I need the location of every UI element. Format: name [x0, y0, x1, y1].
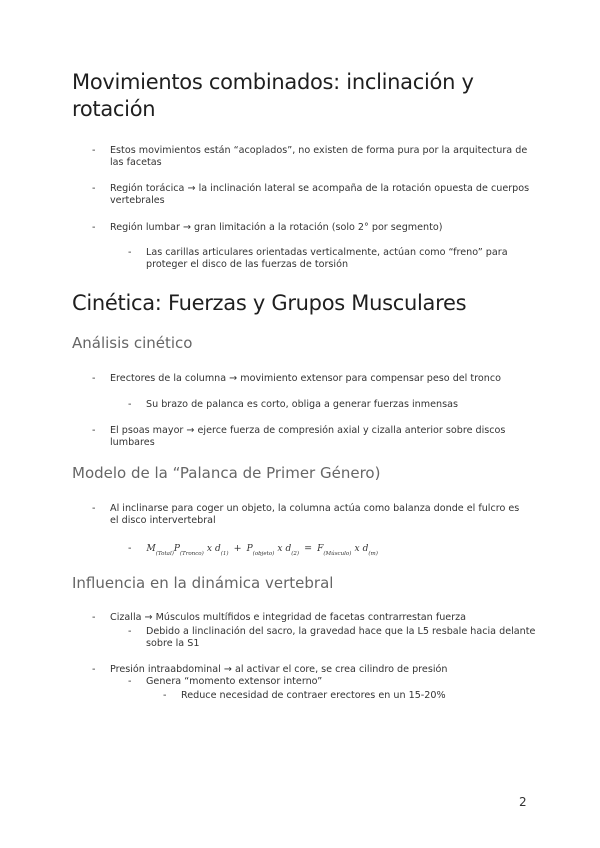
bullet-dash: -: [128, 247, 132, 258]
section-title-combined-movements: Movimientos combinados: inclinación y rotación: [72, 70, 474, 121]
list-item: [92, 612, 530, 624]
equation-symbol: x: [206, 544, 212, 554]
section-title-kinetics: Cinética: Fuerzas y Grupos Musculares: [72, 291, 467, 315]
list-item-text: El psoas mayor → ejerce fuerza de compresión axial y cizalla anterior sobre discos lumbares: [110, 425, 506, 449]
sub-list-item: [128, 247, 536, 272]
equation-symbol: d: [214, 544, 221, 554]
bullet-dash: -: [92, 503, 96, 514]
equation-symbol: F: [317, 544, 324, 554]
equation-symbol: M: [146, 544, 156, 554]
subheading-kinetic-analysis: Análisis cinético: [72, 334, 193, 352]
page-number: 2: [519, 795, 527, 809]
equation-subscript: (1): [220, 551, 229, 557]
equation-operator: =: [304, 543, 313, 554]
bullet-dash: -: [92, 183, 96, 194]
equation-subscript: (objeto): [252, 551, 275, 557]
list-item-text: Las carillas articulares orientadas verticalmente, actúan como “freno” para proteger el disco de las fuerzas de torsión: [146, 247, 508, 271]
equation-subscript: (2): [291, 551, 300, 557]
equation-subscript: (Tronco): [179, 551, 204, 557]
sub-list-item: [128, 626, 536, 651]
list-item-text: Debido a linclinación del sacro, la gravedad hace que la L5 resbale hacia delante sobre la S1: [146, 626, 536, 650]
bullet-dash: -: [92, 373, 96, 384]
bullet-dash: -: [92, 222, 96, 233]
list-item-text: Su brazo de palanca es corto, obliga a generar fuerzas inmensas: [146, 399, 458, 410]
equation-operator: +: [233, 543, 242, 554]
bullet-dash: -: [92, 425, 96, 436]
bullet-dash: -: [128, 626, 132, 637]
list-item: [92, 222, 530, 234]
list-item-text: Estos movimientos están “acoplados”, no existen de forma pura por la arquitectura de las facetas: [110, 145, 528, 169]
equation-symbol: x: [277, 544, 283, 554]
list-item-text: Reduce necesidad de contraer erectores en un 15-20%: [181, 690, 446, 701]
equation-subscript: (m): [368, 551, 378, 557]
equation-symbol: d: [362, 544, 369, 554]
equation-symbol: P: [173, 544, 180, 554]
sub-sub-list-item: [163, 690, 531, 702]
bullet-dash: -: [92, 612, 96, 623]
list-item: [92, 183, 530, 208]
bullet-dash: -: [128, 676, 132, 687]
list-item-text: Región torácica → la inclinación lateral se acompaña de la rotación opuesta de cuerpos vertebrales: [110, 183, 530, 207]
lever-equation: [128, 542, 378, 557]
equation-symbol: P: [246, 544, 253, 554]
subheading-vertebral-dynamics: Influencia en la dinámica vertebral: [72, 574, 334, 592]
equation-symbol: d: [285, 544, 292, 554]
list-item-text: Genera “momento extensor interno”: [146, 676, 323, 687]
subheading-lever-model: Modelo de la “Palanca de Primer Género): [72, 464, 381, 482]
list-item: [92, 425, 530, 450]
list-item: [92, 664, 530, 676]
equation-symbol: x: [354, 544, 360, 554]
list-item-text: Cizalla → Músculos multífidos e integridad de facetas contrarrestan fuerza: [110, 612, 467, 623]
bullet-dash: -: [128, 543, 132, 554]
list-item-text: Erectores de la columna → movimiento extensor para compensar peso del tronco: [110, 373, 501, 384]
list-item: [92, 145, 530, 170]
equation-subscript: (Total): [155, 551, 174, 557]
bullet-dash: -: [92, 145, 96, 156]
bullet-dash: -: [92, 664, 96, 675]
bullet-dash: -: [163, 690, 167, 701]
list-item-text: Presión intraabdominal → al activar el core, se crea cilindro de presión: [110, 664, 448, 675]
sub-list-item: [128, 676, 536, 688]
list-item: [92, 373, 530, 385]
list-item-text: Región lumbar → gran limitación a la rotación (solo 2° por segmento): [110, 222, 443, 233]
list-item: [92, 503, 530, 528]
equation-subscript: (Músculo): [323, 551, 352, 557]
bullet-dash: -: [128, 399, 132, 410]
list-item-text: Al inclinarse para coger un objeto, la columna actúa como balanza donde el fulcro es el disco intervertebral: [110, 503, 520, 527]
sub-list-item: [128, 399, 536, 411]
